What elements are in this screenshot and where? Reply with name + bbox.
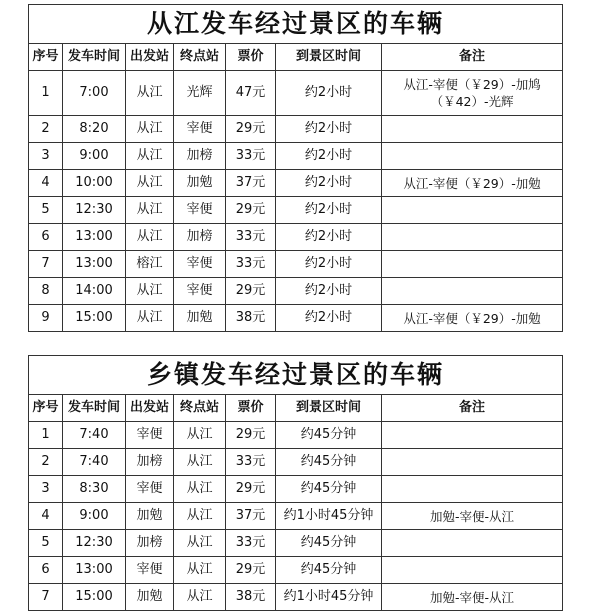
cell-no: 6 — [29, 224, 63, 251]
cell-note — [382, 251, 563, 278]
cell-origin: 加勉 — [126, 503, 174, 530]
table-row — [29, 170, 563, 197]
cell-destination: 宰便 — [174, 197, 226, 224]
cell-note: 从江-宰便（￥29）-加鸠（￥42）-光辉 — [382, 71, 563, 116]
cell-arrival-time: 约1小时45分钟 — [276, 503, 382, 530]
schedule-table-from-towns — [28, 355, 563, 611]
cell-destination: 从江 — [174, 584, 226, 611]
cell-destination: 从江 — [174, 422, 226, 449]
table-row — [29, 422, 563, 449]
cell-destination: 宰便 — [174, 116, 226, 143]
cell-fare: 33元 — [226, 143, 276, 170]
header-cell: 到景区时间 — [276, 395, 382, 422]
cell-fare: 29元 — [226, 278, 276, 305]
table-row — [29, 305, 563, 332]
table-row — [29, 584, 563, 611]
header-cell: 票价 — [226, 44, 276, 71]
header-cell: 序号 — [29, 44, 63, 71]
cell-destination: 从江 — [174, 503, 226, 530]
cell-no: 9 — [29, 305, 63, 332]
cell-fare: 37元 — [226, 503, 276, 530]
table-row — [29, 116, 563, 143]
cell-fare: 33元 — [226, 251, 276, 278]
cell-note — [382, 476, 563, 503]
cell-no: 5 — [29, 197, 63, 224]
table-section-from-towns — [28, 355, 562, 611]
cell-depart-time: 8:20 — [63, 116, 126, 143]
cell-fare: 29元 — [226, 116, 276, 143]
cell-no: 7 — [29, 251, 63, 278]
header-cell: 票价 — [226, 395, 276, 422]
cell-fare: 37元 — [226, 170, 276, 197]
header-cell: 到景区时间 — [276, 44, 382, 71]
cell-destination: 从江 — [174, 530, 226, 557]
cell-note — [382, 278, 563, 305]
cell-origin: 宰便 — [126, 422, 174, 449]
cell-origin: 从江 — [126, 143, 174, 170]
cell-fare: 33元 — [226, 449, 276, 476]
cell-arrival-time: 约45分钟 — [276, 422, 382, 449]
cell-origin: 宰便 — [126, 476, 174, 503]
schedule-table-from-congjiang — [28, 4, 563, 332]
table-row — [29, 71, 563, 116]
cell-note — [382, 449, 563, 476]
cell-fare: 29元 — [226, 557, 276, 584]
cell-origin: 榕江 — [126, 251, 174, 278]
cell-depart-time: 7:40 — [63, 449, 126, 476]
cell-depart-time: 13:00 — [63, 557, 126, 584]
cell-arrival-time: 约2小时 — [276, 143, 382, 170]
cell-arrival-time: 约2小时 — [276, 170, 382, 197]
table-row — [29, 143, 563, 170]
cell-origin: 从江 — [126, 278, 174, 305]
cell-depart-time: 7:40 — [63, 422, 126, 449]
cell-fare: 38元 — [226, 584, 276, 611]
cell-no: 1 — [29, 422, 63, 449]
header-cell: 出发站 — [126, 44, 174, 71]
table-title: 乡镇发车经过景区的车辆 — [29, 356, 563, 395]
cell-arrival-time: 约2小时 — [276, 71, 382, 116]
cell-note: 加勉-宰便-从江 — [382, 503, 563, 530]
header-cell: 出发站 — [126, 395, 174, 422]
cell-depart-time: 13:00 — [63, 224, 126, 251]
cell-note: 从江-宰便（￥29）-加勉 — [382, 170, 563, 197]
cell-destination: 加勉 — [174, 305, 226, 332]
cell-depart-time: 15:00 — [63, 584, 126, 611]
cell-origin: 从江 — [126, 71, 174, 116]
header-cell: 终点站 — [174, 44, 226, 71]
cell-origin: 加榜 — [126, 530, 174, 557]
cell-no: 7 — [29, 584, 63, 611]
cell-destination: 宰便 — [174, 278, 226, 305]
cell-note: 加勉-宰便-从江 — [382, 584, 563, 611]
cell-fare: 33元 — [226, 224, 276, 251]
header-cell: 终点站 — [174, 395, 226, 422]
cell-arrival-time: 约2小时 — [276, 197, 382, 224]
table-row — [29, 251, 563, 278]
table-title: 从江发车经过景区的车辆 — [29, 5, 563, 44]
cell-origin: 宰便 — [126, 557, 174, 584]
cell-no: 2 — [29, 449, 63, 476]
cell-destination: 加榜 — [174, 143, 226, 170]
cell-depart-time: 10:00 — [63, 170, 126, 197]
cell-arrival-time: 约2小时 — [276, 224, 382, 251]
cell-depart-time: 14:00 — [63, 278, 126, 305]
table-row — [29, 476, 563, 503]
cell-arrival-time: 约1小时45分钟 — [276, 584, 382, 611]
cell-destination: 加勉 — [174, 170, 226, 197]
cell-depart-time: 15:00 — [63, 305, 126, 332]
cell-note — [382, 422, 563, 449]
cell-depart-time: 13:00 — [63, 251, 126, 278]
cell-arrival-time: 约2小时 — [276, 278, 382, 305]
cell-origin: 从江 — [126, 116, 174, 143]
table-row — [29, 530, 563, 557]
table-row — [29, 503, 563, 530]
cell-no: 3 — [29, 476, 63, 503]
cell-depart-time: 9:00 — [63, 503, 126, 530]
cell-note — [382, 557, 563, 584]
cell-depart-time: 8:30 — [63, 476, 126, 503]
cell-destination: 加榜 — [174, 224, 226, 251]
cell-arrival-time: 约45分钟 — [276, 557, 382, 584]
cell-destination: 宰便 — [174, 251, 226, 278]
cell-note — [382, 530, 563, 557]
cell-arrival-time: 约45分钟 — [276, 449, 382, 476]
cell-depart-time: 9:00 — [63, 143, 126, 170]
cell-origin: 从江 — [126, 305, 174, 332]
cell-fare: 47元 — [226, 71, 276, 116]
table-row — [29, 278, 563, 305]
header-cell: 发车时间 — [63, 395, 126, 422]
cell-fare: 29元 — [226, 197, 276, 224]
cell-origin: 加榜 — [126, 449, 174, 476]
cell-depart-time: 7:00 — [63, 71, 126, 116]
cell-no: 1 — [29, 71, 63, 116]
cell-fare: 29元 — [226, 422, 276, 449]
table-section-from-congjiang — [28, 4, 562, 332]
cell-destination: 从江 — [174, 449, 226, 476]
header-cell: 发车时间 — [63, 44, 126, 71]
header-cell: 备注 — [382, 44, 563, 71]
table-row — [29, 557, 563, 584]
cell-note — [382, 143, 563, 170]
cell-depart-time: 12:30 — [63, 197, 126, 224]
cell-fare: 29元 — [226, 476, 276, 503]
cell-destination: 光辉 — [174, 71, 226, 116]
cell-no: 4 — [29, 170, 63, 197]
cell-no: 6 — [29, 557, 63, 584]
table-row — [29, 197, 563, 224]
cell-no: 3 — [29, 143, 63, 170]
cell-no: 2 — [29, 116, 63, 143]
cell-note — [382, 224, 563, 251]
header-cell: 备注 — [382, 395, 563, 422]
header-cell: 序号 — [29, 395, 63, 422]
cell-note — [382, 197, 563, 224]
cell-origin: 从江 — [126, 224, 174, 251]
cell-destination: 从江 — [174, 557, 226, 584]
cell-arrival-time: 约45分钟 — [276, 530, 382, 557]
table-row — [29, 224, 563, 251]
cell-note — [382, 116, 563, 143]
cell-no: 8 — [29, 278, 63, 305]
cell-arrival-time: 约2小时 — [276, 305, 382, 332]
cell-origin: 从江 — [126, 170, 174, 197]
cell-arrival-time: 约2小时 — [276, 251, 382, 278]
cell-destination: 从江 — [174, 476, 226, 503]
cell-no: 4 — [29, 503, 63, 530]
cell-origin: 从江 — [126, 197, 174, 224]
cell-note: 从江-宰便（￥29）-加勉 — [382, 305, 563, 332]
cell-fare: 33元 — [226, 530, 276, 557]
table-row — [29, 449, 563, 476]
header-row — [29, 44, 563, 71]
cell-depart-time: 12:30 — [63, 530, 126, 557]
cell-origin: 加勉 — [126, 584, 174, 611]
cell-arrival-time: 约2小时 — [276, 116, 382, 143]
header-row — [29, 395, 563, 422]
cell-fare: 38元 — [226, 305, 276, 332]
cell-no: 5 — [29, 530, 63, 557]
cell-arrival-time: 约45分钟 — [276, 476, 382, 503]
